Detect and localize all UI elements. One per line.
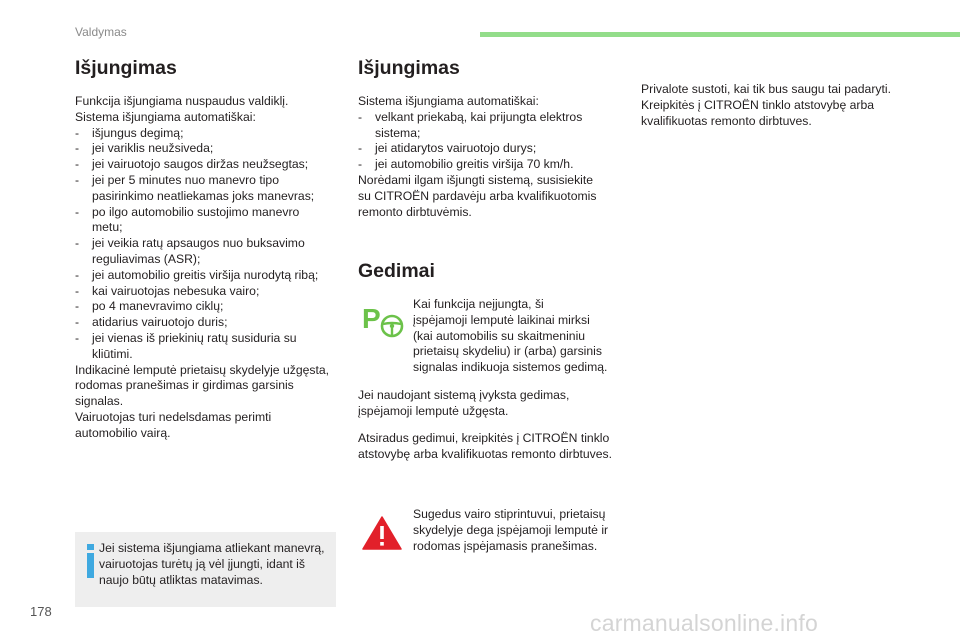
section-accent-bar — [480, 32, 960, 37]
list-item: - atidarius vairuotojo duris; — [75, 315, 228, 330]
list-item: - po 4 manevravimo ciklų; — [75, 299, 224, 314]
list-item: - jei vairuotojo saugos diržas neužsegtas; — [75, 157, 309, 172]
list-item: - jei vienas iš priekinių ratų susiduria su kliūtimi. — [75, 330, 297, 361]
steering-warning-text: Sugedus vairo stiprintuvui, prietaisų skydelyje dega įspėjamoji lemputė ir rodomas įspėjamasis pranešimas. — [413, 507, 609, 553]
left-column — [75, 56, 337, 442]
left-outro-line: Vairuotojas turi nedelsdamas perimti — [75, 409, 272, 424]
right-text-line: kvalifikuotas remonto dirbtuves. — [641, 113, 812, 128]
middle-column — [358, 56, 620, 220]
right-text-line: Privalote sustoti, kai tik bus saugu tai padaryti. — [641, 82, 891, 96]
middle-outro-line: Norėdami ilgam išjungti sistemą, susisiekite — [358, 172, 594, 187]
page-number: 178 — [30, 604, 52, 619]
middle-outro-line: su CITROËN pardavėju arba kvalifikuotomis — [358, 188, 597, 203]
watermark: carmanualsonline.info — [590, 610, 818, 636]
right-column — [641, 82, 921, 129]
fault-description: Kai funkcija neįjungta, ši įspėjamoji lemputė laikinai mirksi (kai automobilis su skaitmeniniu prietaisų skydeliu) ir (arba) garsinis signalas indikuoja sistemos gedimą. — [413, 297, 608, 375]
svg-text:P: P — [362, 303, 381, 334]
section-label: Valdymas — [75, 25, 127, 39]
info-icon — [84, 544, 98, 578]
warning-triangle-icon — [362, 516, 402, 550]
list-item: - jei atidarytos vairuotojo durys; — [358, 141, 537, 156]
left-outro-line: signalas. — [75, 394, 124, 409]
list-item: - jei automobilio greitis viršija nurodytą ribą; — [75, 267, 319, 282]
left-outro-line: Indikacinė lemputė prietaisų skydelyje užgęsta, — [75, 362, 330, 377]
list-item: - kai vairuotojas nebesuka vairo; — [75, 283, 260, 298]
middle-heading: Išjungimas — [358, 57, 460, 79]
fault-paragraph: Jei naudojant sistemą įvyksta gedimas, įspėjamoji lemputė užgęsta. — [358, 388, 570, 418]
left-intro-line: Funkcija išjungiama nuspaudus valdiklį. — [75, 94, 289, 108]
list-item: - jei per 5 minutes nuo manevro tipo pasirinkimo neatliekamas joks manevras; — [75, 172, 315, 203]
left-outro-line: automobilio vairą. — [75, 425, 171, 440]
left-intro-line: Sistema išjungiama automatiškai: — [75, 109, 256, 124]
park-assist-warning-icon — [362, 302, 406, 342]
middle-bullet-list — [358, 110, 620, 173]
right-text-line: Kreipkitės į CITROËN tinklo atstovybę arba — [641, 97, 875, 112]
faults-heading: Gedimai — [358, 260, 435, 282]
left-bullet-list — [75, 126, 337, 363]
list-item: - jei automobilio greitis viršija 70 km/h. — [358, 157, 574, 172]
left-heading: Išjungimas — [75, 57, 177, 79]
info-note-text: Jei sistema išjungiama atliekant manevrą, vairuotojas turėtų ją vėl įjungti, idant iš naujo būtų atliktas matavimas. — [99, 541, 325, 587]
list-item: - jei variklis neužsiveda; — [75, 141, 214, 156]
middle-outro-line: remonto dirbtuvėmis. — [358, 204, 472, 219]
list-item: - jei veikia ratų apsaugos nuo buksavimo reguliavimas (ASR); — [75, 236, 305, 266]
list-item: - po ilgo automobilio sustojimo manevro metu; — [75, 204, 300, 235]
service-paragraph: Atsiradus gedimui, kreipkitės į CITROËN tinklo atstovybę arba kvalifikuotas remonto dirbtuves. — [358, 431, 613, 461]
list-item: - išjungus degimą; — [75, 125, 184, 140]
list-item: - velkant priekabą, kai prijungta elektros sistema; — [358, 109, 583, 140]
info-note-box — [75, 532, 336, 607]
middle-intro-line: Sistema išjungiama automatiškai: — [358, 94, 539, 108]
left-outro-line: rodomas pranešimas ir girdimas garsinis — [75, 378, 294, 393]
